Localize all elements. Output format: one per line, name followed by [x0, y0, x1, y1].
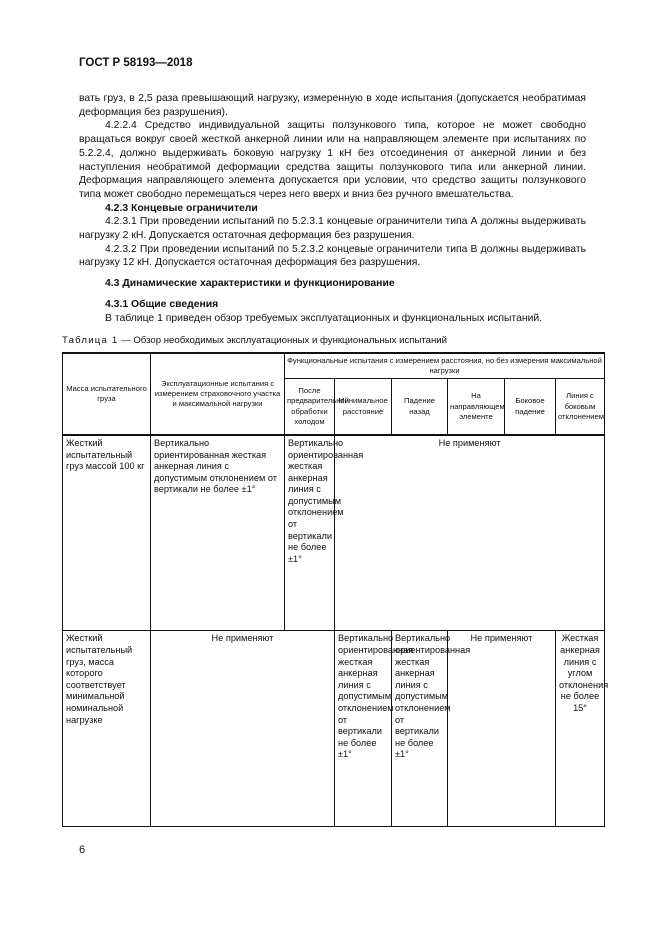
table-row [63, 435, 605, 631]
paragraph: 4.2.3.1 При проведении испытаний по 5.2.3.1 концевые ограничители типа А должны выдерживать нагрузку 2 кН. Допускается остаточная деформация без разрушения. [79, 216, 586, 242]
cell-operational: Вертикально ориентированная жесткая анкерная линия с допустимым отклонением от вертикали не более ±1° [151, 435, 285, 631]
table-caption-text: — Обзор необходимых эксплуатационных и функциональных испытаний [118, 335, 448, 346]
cell-not-applicable: Не применяют [151, 631, 335, 827]
header-on-guide: На направляющем элементе [448, 379, 505, 435]
table-caption-label: Таблица 1 [62, 335, 119, 346]
header-min-distance: Минимальное расстояние [335, 379, 392, 435]
paragraph: 4.2.2.4 Средство индивидуальной защиты ползункового типа, которое не может свободно вращаться вокруг своей жесткой анкерной линии или на направляющем элементе при испытаниях по 5.2.2.4, должно выдерживать боковую нагрузку 1 кН без отсоединения от анкерной линии и без наступления необратимой деформации средства защиты ползункового типа или анкерной линии. Деформация направляющего элемента допускается при условии, что средство защиты ползункового типа может свободно перемещаться через него вверх и вниз без ручного вмешательства. [79, 120, 586, 200]
cell-not-applicable: Не применяют [335, 435, 605, 631]
header-operational: Эксплуатационные испытания с измерением страховочного участка и максимальной нагрузки [151, 353, 285, 435]
header-cold: После предварительной обработки холодом [285, 379, 335, 435]
cell-fall-back: Вертикально ориентированная жесткая анкерная линия с допустимым отклонением от вертикали не более ±1° [392, 631, 448, 827]
header-mass: Масса испытательного груза [63, 353, 151, 435]
cell-mass: Жесткий испытательный груз, масса которого соответствует минимальной номинальной нагрузке [63, 631, 151, 827]
header-functional: Функциональные испытания с измерением расстояния, но без измерения максимальной нагрузки [285, 353, 605, 379]
cell-min-distance: Вертикально ориентированная жесткая анкерная линия с допустимым отклонением от вертикали не более ±1° [335, 631, 392, 827]
section-heading: 4.3 Динамические характеристики и функционирование [105, 278, 395, 290]
section-heading: 4.2.3 Концевые ограничители [105, 202, 258, 214]
tests-overview-table [62, 352, 609, 827]
subsection-heading: 4.3.1 Общие сведения [105, 298, 219, 310]
document-header: ГОСТ Р 58193—2018 [79, 57, 193, 69]
header-fall-back: Падение назад [392, 379, 448, 435]
table-row [63, 631, 605, 827]
cell-not-applicable: Не применяют [448, 631, 556, 827]
table-header-row [63, 353, 605, 379]
page-number: 6 [79, 844, 86, 856]
header-side-line: Линия с боковым отклонением [556, 379, 605, 435]
paragraph: 4.2.3.2 При проведении испытаний по 5.2.3.2 концевые ограничители типа В должны выдерживать нагрузку 12 кН. Допускается остаточная деформация без разрушения. [79, 243, 586, 269]
cell-cold: Вертикально ориентированная жесткая анкерная линия с допустимым отклонением от вертикали не более ±1° [285, 435, 335, 631]
table-caption [62, 335, 447, 346]
paragraph: В таблице 1 приведен обзор требуемых эксплуатационных и функциональных испытаний. [105, 312, 543, 324]
cell-side-line: Жесткая анкерная линия с углом отклонения не более 15° [556, 631, 605, 827]
cell-mass: Жесткий испытательный груз массой 100 кг [63, 435, 151, 631]
paragraph: вать груз, в 2,5 раза превышающий нагрузку, измеренную в ходе испытания (допускается необратимая деформация без разрушения). [79, 93, 586, 118]
header-side-fall: Боковое падение [505, 379, 556, 435]
body-text [79, 92, 586, 325]
